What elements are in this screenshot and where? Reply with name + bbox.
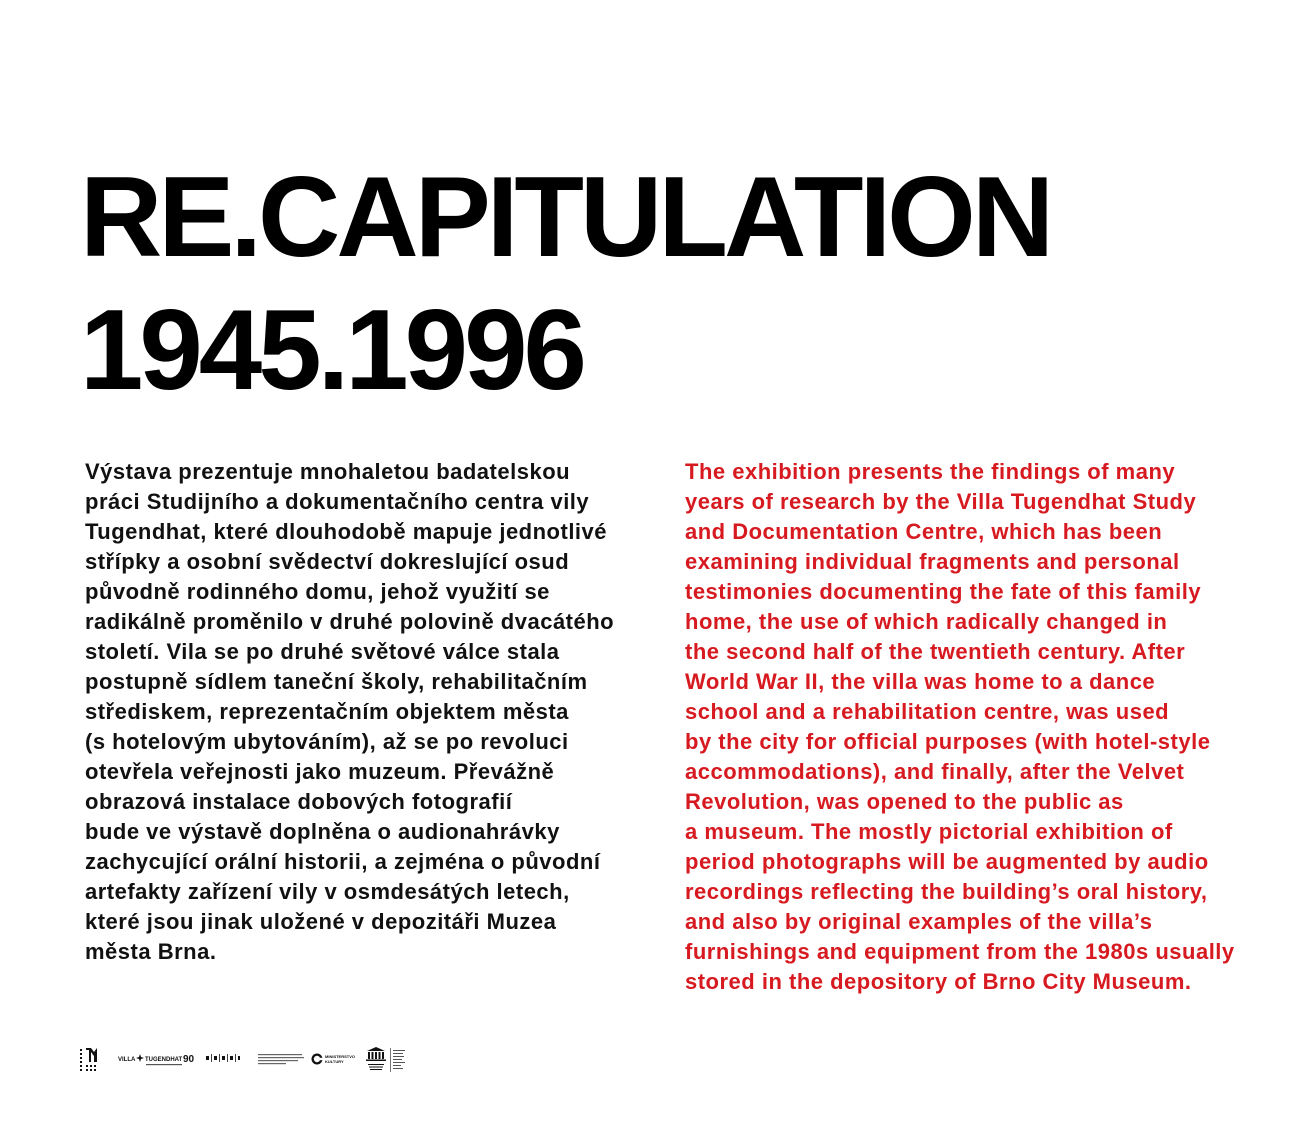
czech-line: města Brna. xyxy=(85,939,217,964)
partner-logos-strip xyxy=(80,1043,420,1077)
villa-tugendhat-90-logo xyxy=(118,1054,195,1065)
english-line: school and a rehabilitation centre, was used xyxy=(685,699,1170,724)
unesco-temple-icon xyxy=(366,1047,386,1070)
czech-description xyxy=(85,457,614,967)
czech-line: původně rodinného domu, jehož využití se xyxy=(85,579,550,604)
english-line: and also by original examples of the villa’s xyxy=(685,909,1153,934)
czech-line: které jsou jinak uložené v depozitáři Muzea xyxy=(85,909,557,934)
czech-line: otevřela veřejnosti jako muzeum. Převážně xyxy=(85,759,555,784)
english-line: the second half of the twentieth century. After xyxy=(685,639,1186,664)
english-line: home, the use of which radically changed in xyxy=(685,609,1168,634)
title-line-1: RE.CAPITULATION xyxy=(80,154,1051,281)
circle-c-icon xyxy=(312,1054,323,1065)
english-line: Revolution, was opened to the public as xyxy=(685,789,1124,814)
english-line: a museum. The mostly pictorial exhibition of xyxy=(685,819,1173,844)
english-description xyxy=(685,457,1235,997)
czech-line: Výstava prezentuje mnohaletou badatelskou xyxy=(85,459,571,484)
czech-line: střediskem, reprezentačním objektem města xyxy=(85,699,569,724)
english-line: World War II, the villa was home to a dance xyxy=(685,669,1156,694)
english-line: The exhibition presents the findings of many xyxy=(685,459,1176,484)
exhibition-title xyxy=(80,151,1050,417)
title-line-2-years: 1945.1996 xyxy=(80,287,583,414)
ministry-of-culture-logo xyxy=(312,1054,356,1065)
brno-bars-logo-icon xyxy=(206,1054,240,1062)
ministry-logo-line-2: KULTURY xyxy=(325,1059,344,1064)
villa-logo-word: VILLA xyxy=(118,1057,136,1063)
czech-line: artefakty zařízení vily v osmdesátých letech, xyxy=(85,879,570,904)
czech-line: střípky a osobní svědectví dokreslující osud xyxy=(85,549,570,574)
english-line: by the city for official purposes (with hotel-style xyxy=(685,729,1211,754)
czech-line: obrazová instalace dobových fotografií xyxy=(85,789,513,814)
unesco-small-print xyxy=(390,1048,405,1072)
villa-logo-small-print xyxy=(146,1064,182,1065)
czech-line: zachycující orální historii, a zejména o původní xyxy=(85,849,601,874)
czech-line: radikálně proměnilo v druhé polovině dvacátého xyxy=(85,609,615,634)
ministry-logo-line-1: MINISTERSTVO xyxy=(325,1054,356,1059)
czech-line: Tugendhat, které dlouhodobě mapuje jednotlivé xyxy=(85,519,608,544)
czech-line: bude ve výstavě doplněna o audionahrávky xyxy=(85,819,560,844)
anniversary-number: 90 xyxy=(183,1054,195,1065)
partner-logos xyxy=(80,1043,420,1077)
museum-logo-icon xyxy=(80,1048,97,1071)
english-line: furnishings and equipment from the 1980s usually xyxy=(685,939,1235,964)
czech-line: postupně sídlem taneční školy, rehabilitačním xyxy=(85,669,588,694)
english-line: recordings reflecting the building’s oral history, xyxy=(685,879,1208,904)
english-line: years of research by the Villa Tugendhat Study xyxy=(685,489,1197,514)
czech-line: (s hotelovým ubytováním), až se po revoluci xyxy=(85,729,569,754)
cross-star-icon xyxy=(136,1054,144,1062)
english-line: examining individual fragments and personal xyxy=(685,549,1180,574)
english-line: accommodations), and finally, after the Velvet xyxy=(685,759,1185,784)
tugendhat-logo-word: TUGENDHAT xyxy=(145,1057,183,1063)
partner-small-print xyxy=(258,1054,304,1064)
czech-line: práci Studijního a dokumentačního centra vily xyxy=(85,489,590,514)
english-line: and Documentation Centre, which has been xyxy=(685,519,1163,544)
english-line: stored in the depository of Brno City Museum. xyxy=(685,969,1192,994)
czech-line: století. Vila se po druhé světové válce stala xyxy=(85,639,560,664)
english-line: testimonies documenting the fate of this family xyxy=(685,579,1202,604)
english-line: period photographs will be augmented by audio xyxy=(685,849,1209,874)
